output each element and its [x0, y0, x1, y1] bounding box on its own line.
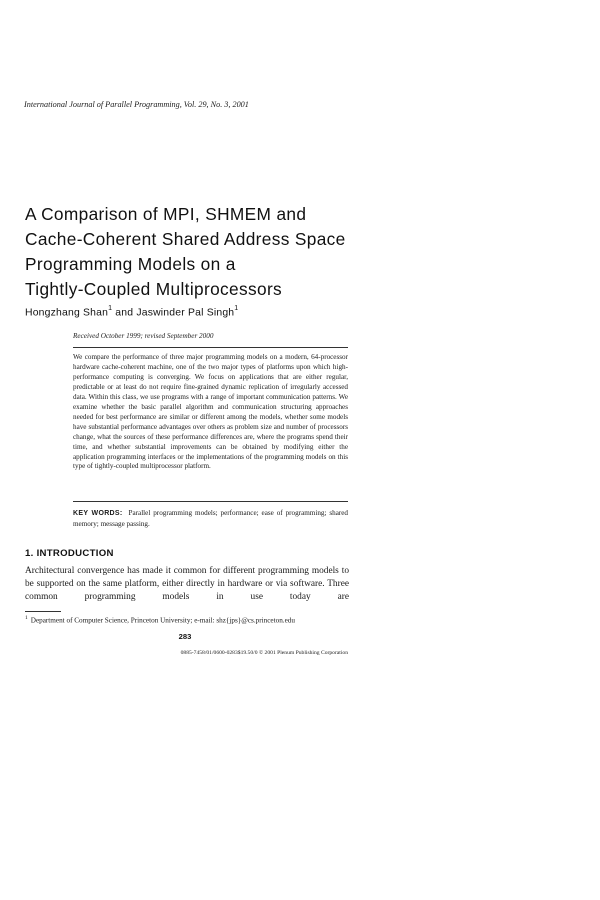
title-line: A Comparison of MPI, SHMEM and: [25, 204, 307, 224]
keywords-text: Parallel programming models; performance; ease of programming; shared memory; message passing.: [73, 509, 349, 528]
footnote-mark: 1: [25, 615, 28, 621]
title-line: Programming Models on a: [25, 254, 236, 274]
abstract-top-rule: [73, 347, 348, 348]
received-date: Received October 1999; revised September 2000: [73, 332, 214, 340]
intro-paragraph: Architectural convergence has made it common for different programming models to be supported on the same platform, either directly in hardware or via software. Three common programming models in use today are: [25, 566, 349, 603]
author-name: Jaswinder Pal Singh: [136, 307, 235, 319]
title-line: Cache-Coherent Shared Address Space: [25, 229, 346, 249]
footnote: [25, 615, 350, 624]
abstract-bottom-rule: [73, 501, 348, 502]
author-affiliation-mark: 1: [234, 305, 239, 312]
keywords: [73, 508, 348, 529]
footnote-text: Department of Computer Science, Princeton University; e-mail: shz{jps}@cs.princeton.edu: [30, 616, 295, 625]
footnote-rule: [25, 611, 61, 612]
abstract: We compare the performance of three major programming models on a modern, 64-processor hardware cache-coherent machine, one of the two major types of platforms upon which high-performance computing is converging. We focus on applications that are either regular, predictable or at least do not require fine-grained dynamic replication of irregularly accessed data. Within this class, we use programs with a range of important communication patterns. We examine whether the basic parallel algorithm and communication structuring approaches needed for best performance are similar or different among the models, whether some models have substantial performance advantages over others as problem size and number of processors change, what the sources of these performance differences are, where the programs spend their time, and whether substantial improvements can be obtained by modifying either the application programming interfaces or the implementations of the programming models on this type of tightly-coupled multiprocessor platform.: [73, 353, 348, 471]
author-connector: and: [115, 307, 134, 319]
author-name: Hongzhang Shan: [25, 307, 109, 319]
copyright-line: 0885-7458/01/0600-0283$19.50/0 © 2001 Plenum Publishing Corporation: [180, 650, 348, 656]
author-line: [25, 306, 238, 318]
journal-header: International Journal of Parallel Programming, Vol. 29, No. 3, 2001: [24, 100, 249, 109]
author-affiliation-mark: 1: [108, 305, 113, 312]
section-heading: 1. INTRODUCTION: [25, 548, 114, 559]
keywords-label: KEY WORDS:: [73, 510, 123, 517]
title-line: Tightly-Coupled Multiprocessors: [25, 279, 283, 299]
paper-title: [25, 202, 385, 302]
page-number: 283: [178, 632, 192, 641]
